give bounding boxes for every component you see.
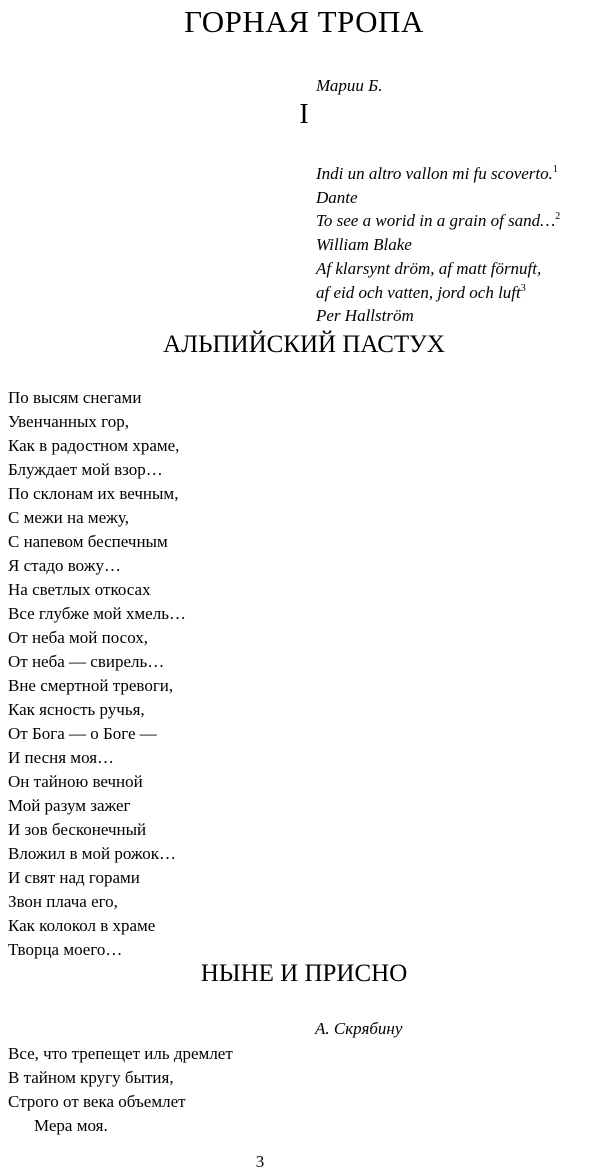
- poem-line: На светлых откосах: [8, 580, 151, 599]
- poem-line: С напевом беспечным: [8, 532, 168, 551]
- poem-line: По склонам их вечным,: [8, 484, 179, 503]
- epigraph-line: To see a worid in a grain of sand…$^2$: [316, 211, 561, 231]
- part-number: I: [299, 99, 309, 130]
- poem-line: От Бога — о Боге —: [8, 724, 157, 743]
- page-number: 3: [255, 1152, 265, 1171]
- poem-title: АЛЬПИЙСКИЙ ПАСТУХ: [163, 331, 445, 358]
- poem-line: Строго от века объемлет: [8, 1092, 186, 1111]
- poem-line: Как колокол в храме: [8, 916, 156, 935]
- poem-line: От неба мой посох,: [8, 628, 149, 647]
- poem-line: И свят над горами: [8, 868, 140, 887]
- poem-line: Блуждает мой взор…: [8, 460, 163, 479]
- poem-line: Все, что трепещет иль дремлет: [8, 1044, 233, 1063]
- poem-line: И песня моя…: [8, 748, 115, 767]
- poem-line: Мой разум зажег: [8, 796, 131, 815]
- poem-line: Вложил в мой рожок…: [8, 844, 177, 863]
- epigraph-line: Af klarsynt dröm, af matt förnuft,: [316, 258, 542, 278]
- poem-line: Все глубже мой хмель…: [8, 604, 186, 623]
- poem-body: [8, 386, 186, 962]
- poem-line: Творца моего…: [8, 940, 123, 959]
- poem-line: Он тайною вечной: [8, 772, 143, 791]
- poem-line: С межи на межу,: [8, 508, 129, 527]
- dedication: Марии Б.: [316, 76, 383, 95]
- poem-line: От неба — свирель…: [8, 652, 165, 671]
- footnote-marker: 2: [555, 211, 561, 223]
- epigraph-author: Dante: [316, 187, 358, 207]
- footnote-marker: 3: [520, 282, 526, 294]
- poem-line: Мера моя.: [34, 1116, 108, 1135]
- epigraph-block: [316, 162, 560, 328]
- poem-line: Звон плача его,: [8, 892, 118, 911]
- page-title: ГОРНАЯ ТРОПА: [184, 4, 424, 39]
- poem-line: По высям снегами: [8, 388, 142, 407]
- footnote-marker: 1: [552, 164, 558, 175]
- poem-line: Как в радостном храме,: [8, 436, 180, 455]
- dedication: А. Скрябину: [315, 1019, 403, 1038]
- poem-line: Я стадо вожу…: [8, 556, 121, 575]
- poem-line: Увенчанных гор,: [8, 412, 129, 431]
- epigraph-author: William Blake: [316, 235, 412, 255]
- poem-line: И зов бесконечный: [8, 820, 147, 839]
- epigraph-author: Per Hallström: [316, 306, 414, 326]
- epigraph-line: af eid och vatten, jord och luft$^3$: [316, 282, 526, 302]
- poem-body: [8, 1042, 233, 1138]
- poem-title: НЫНЕ И ПРИСНО: [200, 960, 408, 987]
- poem-line: В тайном кругу бытия,: [8, 1068, 174, 1087]
- poem-line: Вне смертной тревоги,: [8, 676, 174, 695]
- poem-line: Как ясность ручья,: [8, 700, 145, 719]
- epigraph-line: Indi un altro vallon mi fu scoverto.$^1$: [316, 164, 558, 183]
